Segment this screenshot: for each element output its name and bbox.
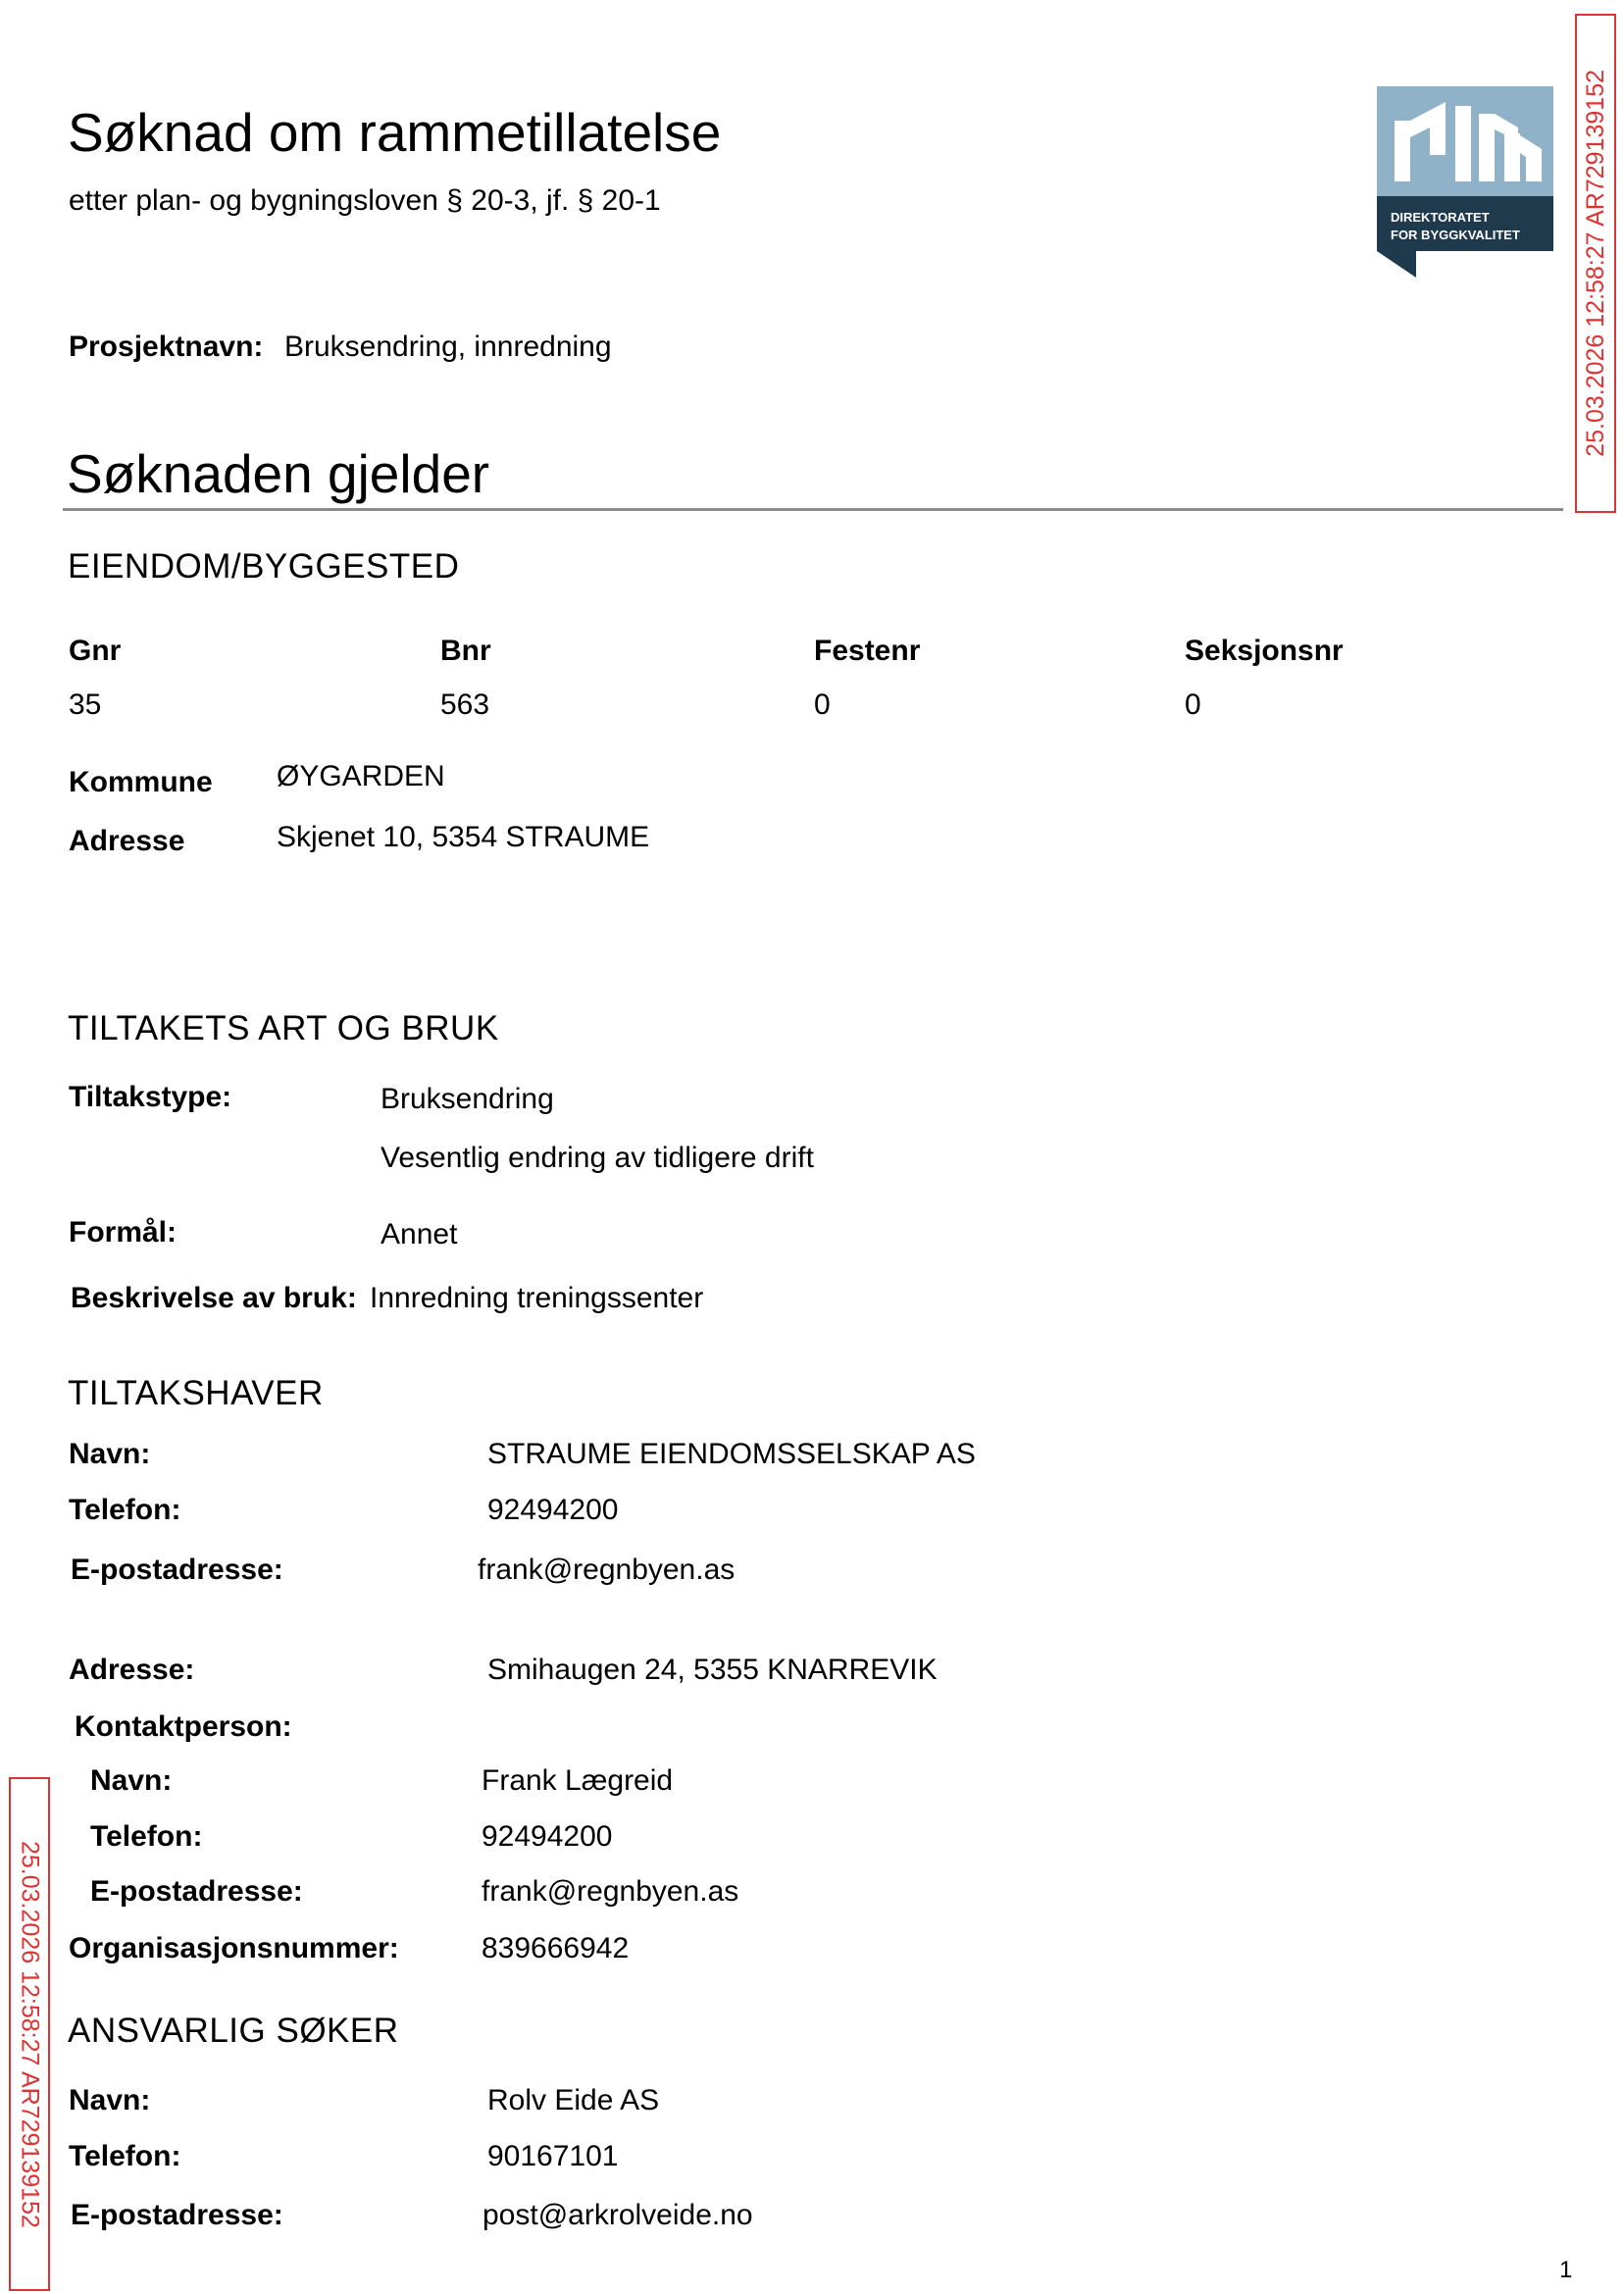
dibk-logo <box>1377 86 1553 278</box>
tiltakshaver-adresse-value: Smihaugen 24, 5355 KNARREVIK <box>487 1654 938 1686</box>
kontakt-telefon-label: Telefon: <box>90 1820 203 1853</box>
heading-tiltakshaver: TILTAKSHAVER <box>68 1374 324 1412</box>
kontakt-telefon-value: 92494200 <box>482 1820 613 1853</box>
ansvarlig-navn-label: Navn: <box>69 2084 151 2116</box>
timestamp-stamp-bottom <box>9 1777 50 2291</box>
formal-label: Formål: <box>69 1216 178 1249</box>
section-divider <box>63 508 1563 511</box>
document-title: Søknad om rammetillatelse <box>68 102 722 163</box>
gnr-label: Gnr <box>69 635 122 667</box>
kommune-value: ØYGARDEN <box>277 760 445 792</box>
adresse-label: Adresse <box>69 825 185 857</box>
orgnr-label: Organisasjonsnummer: <box>69 1932 399 1964</box>
seksjonsnr-label: Seksjonsnr <box>1185 635 1344 667</box>
dibk-logo-icon <box>1377 86 1553 278</box>
ansvarlig-telefon-value: 90167101 <box>487 2140 619 2172</box>
adresse-value: Skjenet 10, 5354 STRAUME <box>277 821 650 853</box>
heading-tiltak: TILTAKETS ART OG BRUK <box>68 1009 499 1047</box>
logo-line2: FOR BYGGKVALITET <box>1391 228 1520 242</box>
tiltakstype-value-1: Bruksendring <box>381 1083 554 1115</box>
tiltakshaver-navn-value: STRAUME EIENDOMSSELSKAP AS <box>487 1438 976 1470</box>
project-label: Prosjektnavn: <box>69 331 264 363</box>
ansvarlig-epost-value: post@arkrolveide.no <box>482 2199 753 2231</box>
section-title: Søknaden gjelder <box>67 443 490 504</box>
festenr-value: 0 <box>814 688 831 721</box>
ansvarlig-epost-label: E-postadresse: <box>71 2199 283 2231</box>
kontakt-navn-label: Navn: <box>90 1764 173 1797</box>
tiltakshaver-navn-label: Navn: <box>69 1438 151 1470</box>
stamp-text: 25.03.2026 12:58:27 AR729139152 <box>16 1840 44 2228</box>
timestamp-stamp-top <box>1575 14 1616 513</box>
document-subtitle: etter plan- og bygningsloven § 20-3, jf. § 20-1 <box>69 184 661 217</box>
ansvarlig-telefon-label: Telefon: <box>69 2140 181 2172</box>
kontakt-epost-label: E-postadresse: <box>90 1875 303 1908</box>
tiltakshaver-telefon-label: Telefon: <box>69 1494 181 1526</box>
kontaktperson-label: Kontaktperson: <box>75 1710 292 1743</box>
bruk-label: Beskrivelse av bruk: <box>71 1282 357 1314</box>
tiltakstype-label: Tiltakstype: <box>69 1081 232 1113</box>
project-value: Bruksendring, innredning <box>284 331 612 363</box>
heading-ansvarlig: ANSVARLIG SØKER <box>68 2012 399 2050</box>
logo-line1: DIREKTORATET <box>1391 210 1490 225</box>
kommune-label: Kommune <box>69 766 213 798</box>
ansvarlig-navn-value: Rolv Eide AS <box>487 2084 660 2116</box>
tiltakshaver-adresse-label: Adresse: <box>69 1654 195 1686</box>
orgnr-value: 839666942 <box>482 1932 630 1964</box>
kontakt-navn-value: Frank Lægreid <box>482 1764 674 1797</box>
tiltakshaver-epost-label: E-postadresse: <box>71 1554 283 1586</box>
kontakt-epost-value: frank@regnbyen.as <box>482 1875 739 1908</box>
formal-value: Annet <box>381 1218 458 1250</box>
heading-eiendom: EIENDOM/BYGGESTED <box>68 547 460 586</box>
tiltakstype-value-2: Vesentlig endring av tidligere drift <box>381 1142 814 1174</box>
bnr-value: 563 <box>440 688 490 721</box>
tiltakshaver-epost-value: frank@regnbyen.as <box>478 1554 736 1586</box>
festenr-label: Festenr <box>814 635 921 667</box>
seksjonsnr-value: 0 <box>1185 688 1201 721</box>
gnr-value: 35 <box>69 688 102 721</box>
page-number: 1 <box>1559 2257 1573 2283</box>
tiltakshaver-telefon-value: 92494200 <box>487 1494 619 1526</box>
bruk-value: Innredning treningssenter <box>370 1282 704 1314</box>
stamp-text: 25.03.2026 12:58:27 AR729139152 <box>1581 70 1609 457</box>
bnr-label: Bnr <box>440 635 491 667</box>
